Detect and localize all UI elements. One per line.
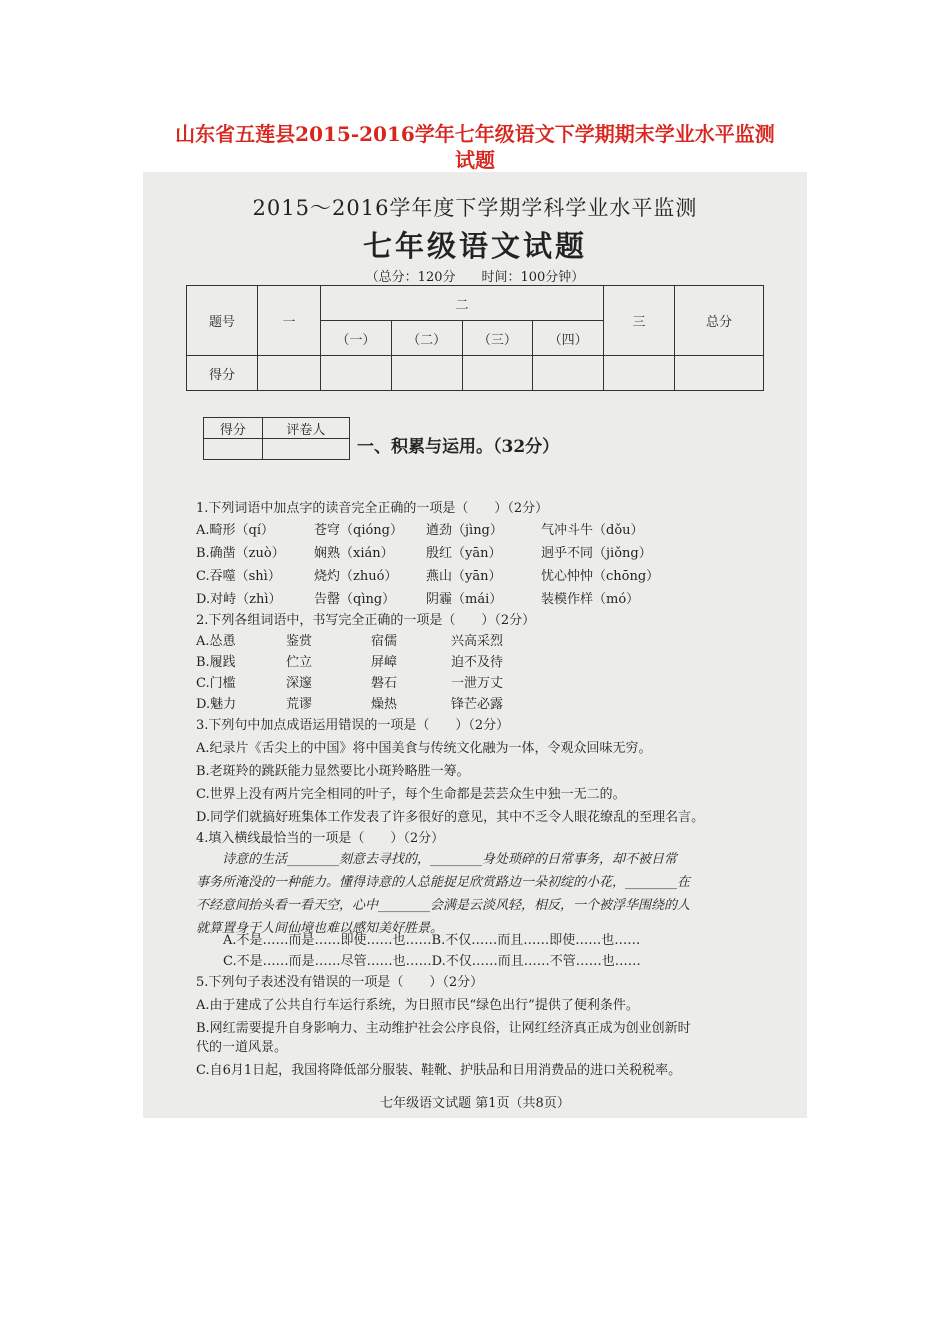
page-footer: 七年级语文试题 第1页（共8页）: [380, 1096, 570, 1111]
score-table: [186, 285, 764, 391]
option-term: 忧心忡忡（chōng）: [541, 569, 660, 584]
passage-line: 不经意间抬头看一看天空，心中________会满是云淡风轻，相反，一个被浮华围绕的人: [196, 898, 691, 913]
row-label-question: 题号: [187, 286, 258, 356]
scanned-exam-page: [143, 172, 807, 1118]
option-term: C.吞噬（shì）: [196, 569, 281, 584]
option-term: A.怂恿: [196, 634, 236, 649]
option-term: 兴高采烈: [451, 634, 504, 649]
option-term: C.门槛: [196, 676, 236, 691]
score-cell: [321, 356, 392, 391]
option-term: 伫立: [286, 655, 313, 670]
exam-header: 2015～2016学年度下学期学科学业水平监测: [252, 196, 698, 220]
option-term: 屏嶂: [371, 655, 398, 670]
passage-line: 就算置身于人间仙境也难以感知美好胜景。: [196, 921, 444, 936]
document-title-line-2: 试题: [455, 148, 495, 172]
question-4-stem: 4.填入横线最恰当的一项是（ ）（2分）: [196, 831, 445, 846]
option-term: 殷红（yān）: [426, 546, 502, 561]
option-term: 阴霾（mái）: [426, 592, 503, 607]
option-term: 鉴赏: [286, 634, 313, 649]
question-5-option-b-cont: 代的一道风景。: [196, 1040, 288, 1055]
question-5-stem: 5.下列句子表述没有错误的一项是（ ）（2分）: [196, 975, 484, 990]
sub-col-4: （四）: [533, 321, 604, 356]
option-term: 遒劲（jìng）: [426, 523, 503, 538]
col-total: 总分: [675, 286, 764, 356]
document-title-line-1: 山东省五莲县2015-2016学年七年级语文下学期期末学业水平监测: [175, 122, 775, 146]
score-cell: [533, 356, 604, 391]
col-part-2: 二: [321, 286, 604, 321]
option-term: A.畸形（qí）: [196, 523, 275, 538]
option-term: 迥乎不同（jiǒng）: [541, 546, 652, 561]
grader-score-label: 得分: [204, 418, 263, 439]
question-5-option-c: C.自6月1日起，我国将降低部分服装、鞋靴、护肤品和日用消费品的进口关税税率。: [196, 1063, 682, 1078]
exam-info: （总分：120分 时间：100分钟）: [365, 270, 585, 285]
score-cell: [675, 356, 764, 391]
passage-line: 诗意的生活________刻意去寻找的，________身处琐碎的日常事务，却不被日常: [222, 852, 678, 867]
grader-table: [203, 417, 350, 460]
option-term: 磐石: [371, 676, 398, 691]
option-term: D.魅力: [196, 697, 237, 712]
option-term: 气冲斗牛（dǒu）: [541, 523, 644, 538]
option-term: 装模作样（mó）: [541, 592, 640, 607]
grader-score-cell: [204, 439, 263, 460]
option-term: B.履践: [196, 655, 236, 670]
option-term: 燕山（yān）: [426, 569, 502, 584]
sub-col-1: （一）: [321, 321, 392, 356]
section-title: 一、积累与运用。（32分）: [357, 437, 560, 457]
col-part-3: 三: [604, 286, 675, 356]
question-4-options-cd: C.不是……而是……尽管……也……D.不仅……而且……不管……也……: [223, 954, 641, 969]
option-term: 苍穹（qióng）: [314, 523, 404, 538]
option-term: D.对峙（zhì）: [196, 592, 282, 607]
option-term: 一泄万丈: [451, 676, 504, 691]
option-term: 娴熟（xián）: [314, 546, 394, 561]
question-5-option-b: B.网红需要提升自身影响力、主动维护社会公序良俗，让网红经济真正成为创业创新时: [196, 1021, 691, 1036]
question-3-option-a: A.纪录片《舌尖上的中国》将中国美食与传统文化融为一体，令观众回味无穷。: [196, 741, 652, 756]
score-cell: [391, 356, 462, 391]
col-part-1: 一: [258, 286, 321, 356]
option-term: 烧灼（zhuó）: [314, 569, 398, 584]
question-2-stem: 2.下列各组词语中，书写完全正确的一项是（ ）（2分）: [196, 613, 536, 628]
option-term: 荒谬: [286, 697, 313, 712]
passage-line: 事务所淹没的一种能力。懂得诗意的人总能捉足欣赏路边一朵初绽的小花，________在: [196, 875, 691, 890]
question-1-stem: 1.下列词语中加点字的读音完全正确的一项是（ ）（2分）: [196, 501, 549, 516]
grader-name-cell: [262, 439, 349, 460]
option-term: 宿儒: [371, 634, 398, 649]
score-cell: [462, 356, 533, 391]
row-label-score: 得分: [187, 356, 258, 391]
question-4-options-ab: A.不是……而是……即使……也……B.不仅……而且……即使……也……: [223, 933, 641, 948]
question-3-option-c: C.世界上没有两片完全相同的叶子，每个生命都是芸芸众生中独一无二的。: [196, 787, 626, 802]
sub-col-2: （二）: [391, 321, 462, 356]
score-cell: [258, 356, 321, 391]
document-title: [130, 121, 820, 173]
option-term: 锋芒必露: [451, 697, 504, 712]
exam-title: 七年级语文试题: [362, 229, 587, 263]
question-3-option-b: B.老斑羚的跳跃能力显然要比小斑羚略胜一筹。: [196, 764, 470, 779]
grader-name-label: 评卷人: [262, 418, 349, 439]
score-cell: [604, 356, 675, 391]
sub-col-3: （三）: [462, 321, 533, 356]
option-term: 深邃: [286, 676, 313, 691]
option-term: B.确凿（zuò）: [196, 546, 285, 561]
option-term: 告罄（qìng）: [314, 592, 396, 607]
question-4-passage: [196, 848, 786, 940]
question-3-stem: 3.下列句中加点成语运用错误的一项是（ ）（2分）: [196, 718, 510, 733]
option-term: 迫不及待: [451, 655, 504, 670]
option-term: 燥热: [371, 697, 398, 712]
question-5-option-a: A.由于建成了公共自行车运行系统，为日照市民“绿色出行”提供了便利条件。: [196, 998, 639, 1013]
question-3-option-d: D.同学们就搞好班集体工作发表了许多很好的意见，其中不乏令人眼花缭乱的至理名言。: [196, 810, 705, 825]
